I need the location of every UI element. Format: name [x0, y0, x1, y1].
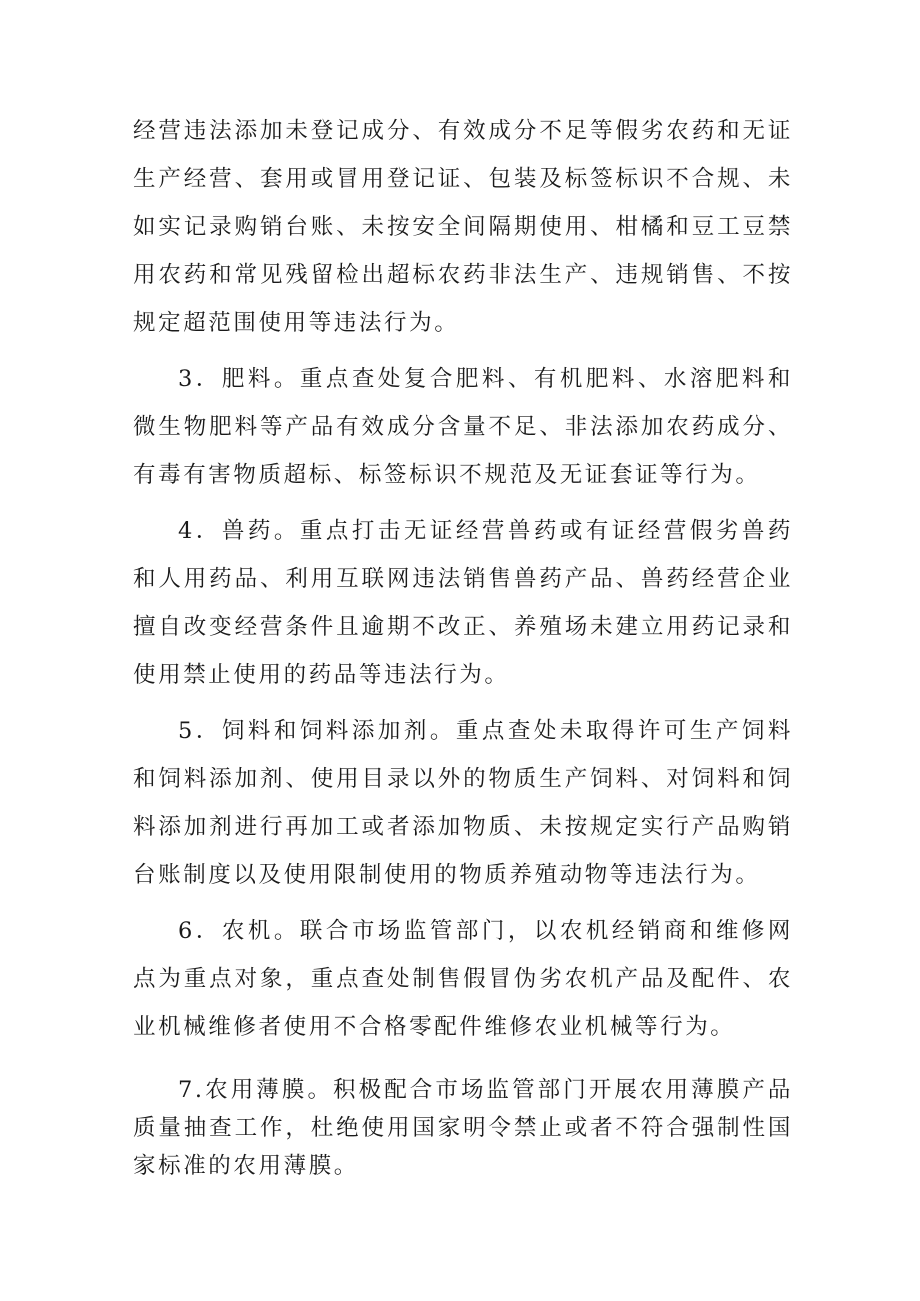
paragraph-veterinary-drugs: 4．兽药。重点打击无证经营兽药或有证经营假劣兽药和人用药品、利用互联网违法销售兽药产品、兽药经营企业擅自改变经营条件且逾期不改正、养殖场未建立用药记录和使用禁止使用的药品等违法行为。 — [133, 518, 793, 688]
paragraph-feed-additives: 5．饲料和饲料添加剂。重点查处未取得许可生产饲料和饲料添加剂、使用目录以外的物质生产饲料、对饲料和饲料添加剂进行再加工或者添加物质、未按规定实行产品购销台账制度以及使用限制使用的物质养殖动物等违法行为。 — [133, 718, 793, 888]
paragraph-agricultural-film: 7.农用薄膜。积极配合市场监管部门开展农用薄膜产品质量抽查工作，杜绝使用国家明令禁止或者不符合强制性国家标准的农用薄膜。 — [133, 1077, 793, 1179]
paragraph-agricultural-machinery: 6．农机。联合市场监管部门，以农机经销商和维修网点为重点对象，重点查处制售假冒伪劣农机产品及配件、农业机械维修者使用不合格零配件维修农业机械等行为。 — [133, 918, 793, 1040]
paragraph-pesticide-continued: 经营违法添加未登记成分、有效成分不足等假劣农药和无证生产经营、套用或冒用登记证、包装及标签标识不合规、未如实记录购销台账、未按安全间隔期使用、柑橘和豆工豆禁用农药和常见残留检出超标农药非法生产、违规销售、不按规定超范围使用等违法行为。 — [133, 118, 793, 336]
document-body — [133, 107, 793, 1185]
paragraph-fertilizer: 3．肥料。重点查处复合肥料、有机肥料、水溶肥料和微生物肥料等产品有效成分含量不足、非法添加农药成分、有毒有害物质超标、标签标识不规范及无证套证等行为。 — [133, 366, 793, 488]
